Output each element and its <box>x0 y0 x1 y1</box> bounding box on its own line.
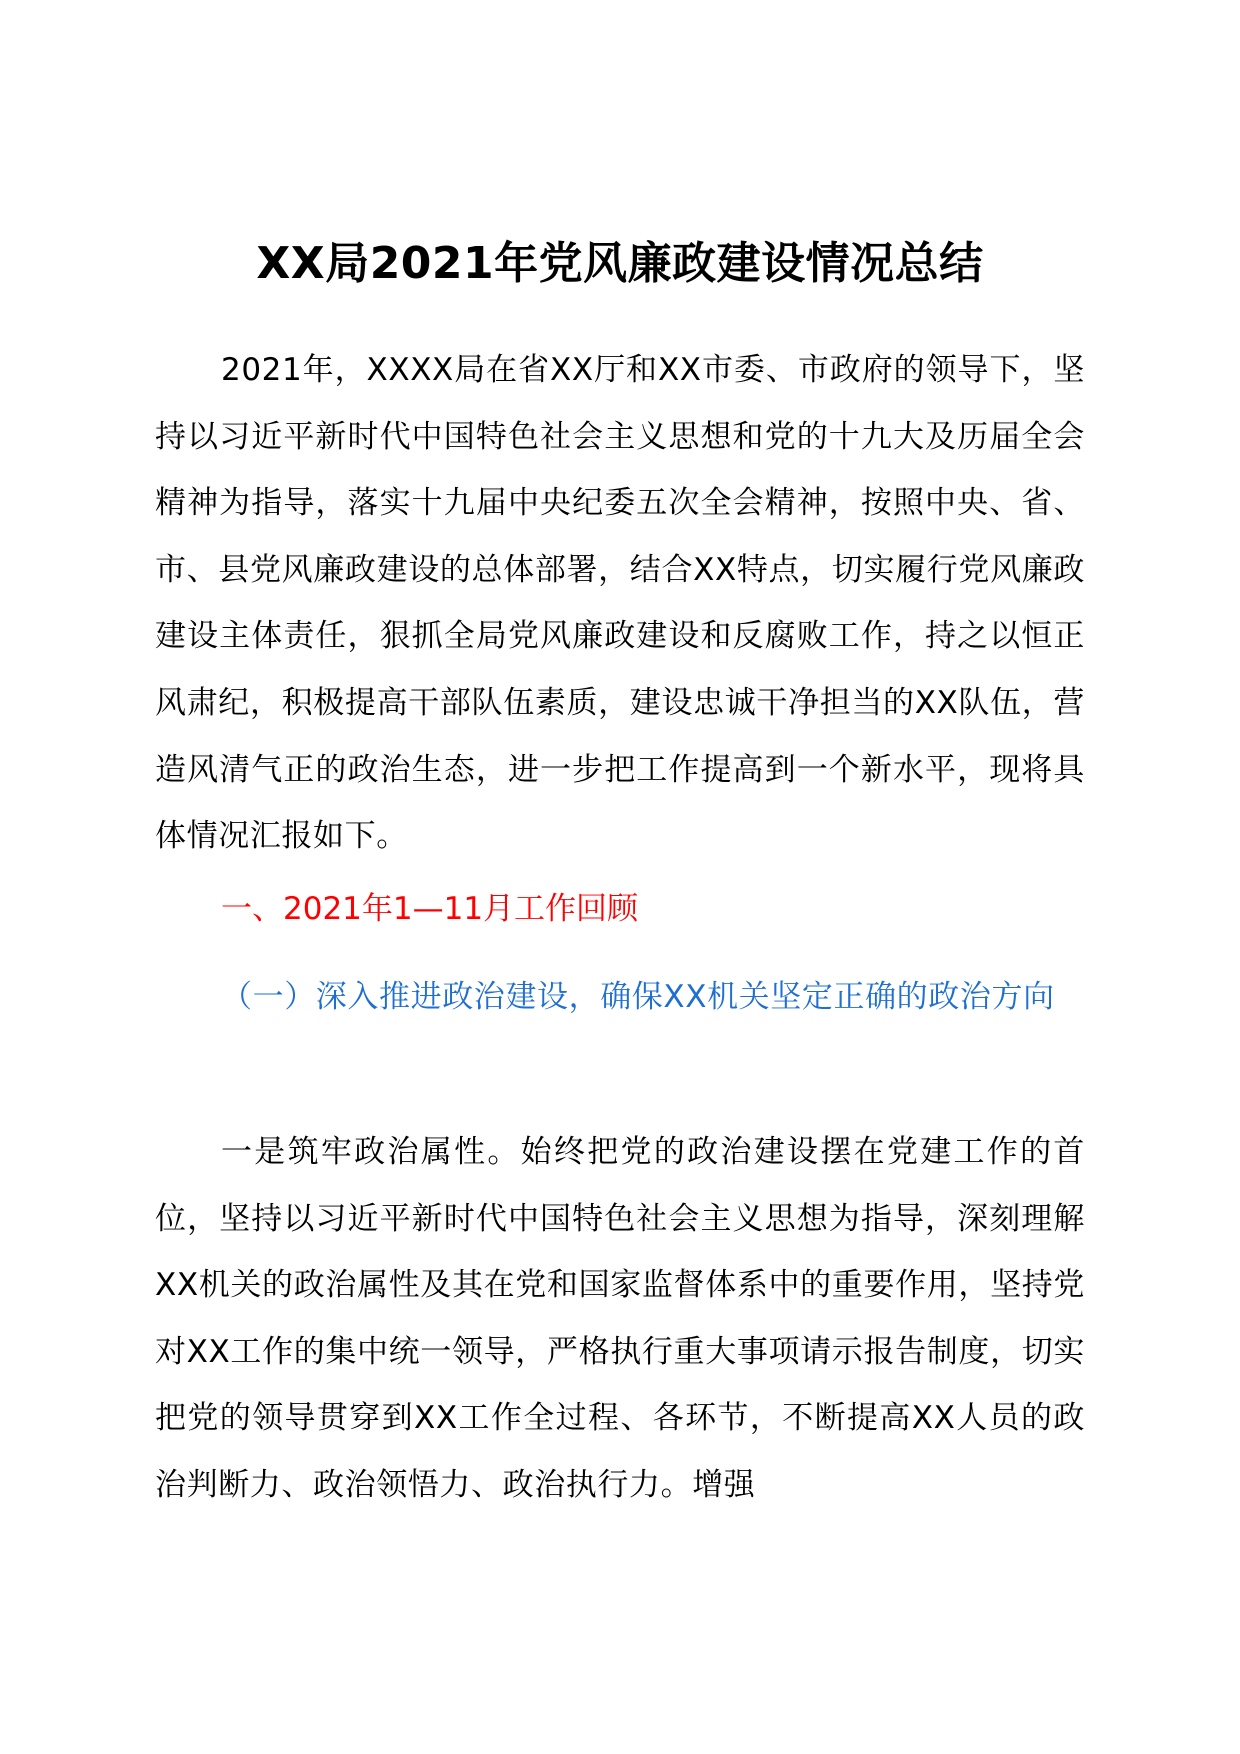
body-paragraph: 一是筑牢政治属性。始终把党的政治建设摆在党建工作的首位，坚持以习近平新时代中国特色社会主义思想为指导，深刻理解XX机关的政治属性及其在党和国家监督体系中的重要作用，坚持党对XX工作的集中统一领导，严格执行重大事项请示报告制度，切实把党的领导贯穿到XX工作全过程、各环节，不断提高XX人员的政治判断力、政治领悟力、政治执行力。增强 <box>155 1134 1085 1503</box>
intro-paragraph: 2021年，XXXX局在省XX厅和XX市委、市政府的领导下，坚持以习近平新时代中国特色社会主义思想和党的十九大及历届全会精神为指导，落实十九届中央纪委五次全会精神，按照中央、省、市、县党风廉政建设的总体部署，结合XX特点，切实履行党风廉政建设主体责任，狠抓全局党风廉政建设和反腐败工作，持之以恒正风肃纪，积极提高干部队伍素质，建设忠诚干净担当的XX队伍，营造风清气正的政治生态，进一步把工作提高到一个新水平，现将具体情况汇报如下。 <box>155 352 1085 855</box>
subsection-heading: （一）深入推进政治建设，确保XX机关坚定正确的政治方向 <box>221 979 1055 1015</box>
section-heading: 一、2021年1—11月工作回顾 <box>221 891 639 927</box>
document-title: XX局2021年党风廉政建设情况总结 <box>256 238 984 289</box>
